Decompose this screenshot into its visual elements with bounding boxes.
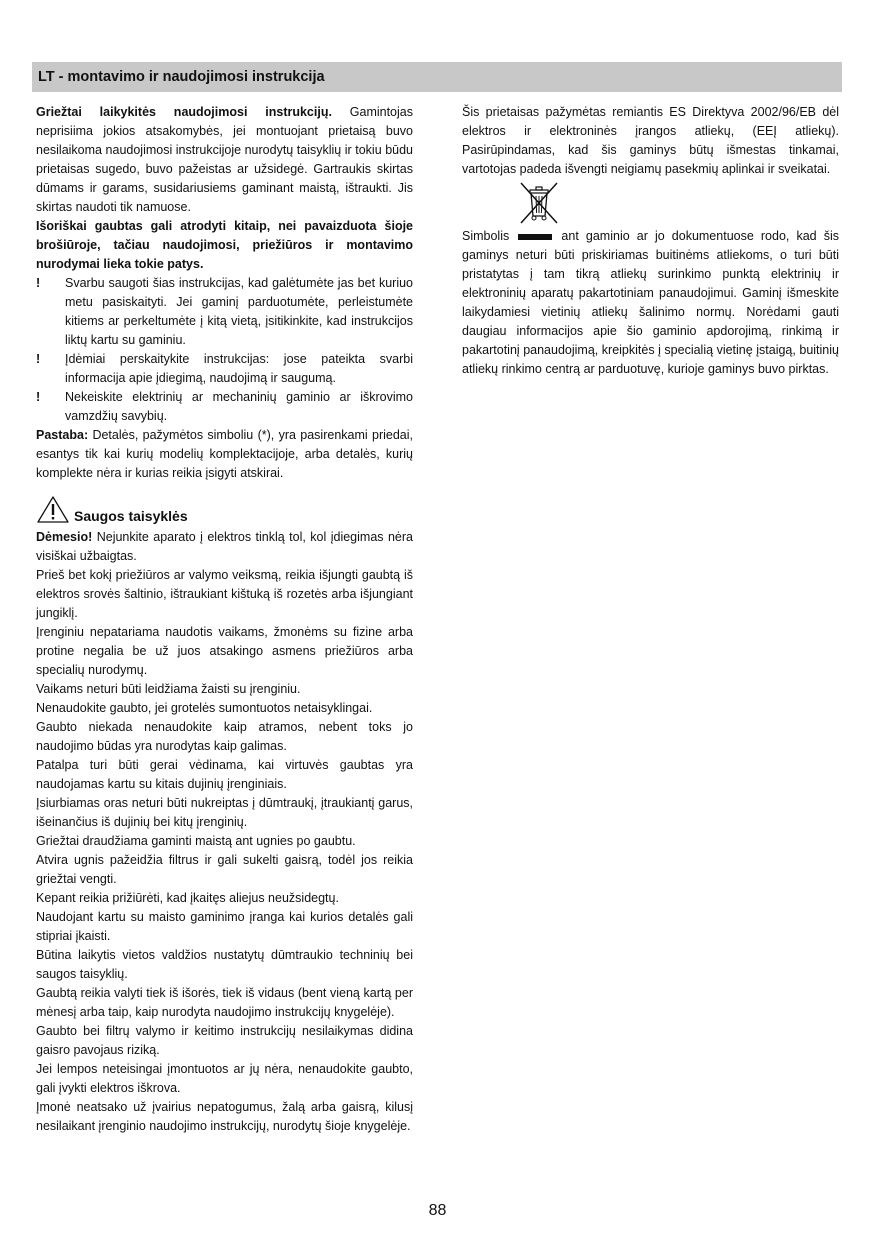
- weee-symbol: [462, 181, 839, 225]
- symbol-text-before: Simbolis: [462, 229, 510, 243]
- safety-heading: [36, 495, 413, 528]
- bullet-item: [36, 350, 413, 388]
- warning-paragraph: [36, 528, 413, 566]
- safety-rule: Atvira ugnis pažeidžia filtrus ir gali sukelti gaisrą, todėl jos reikia griežtai vengti.: [36, 853, 413, 886]
- bullet-item: [36, 274, 413, 350]
- note-paragraph: [36, 426, 413, 483]
- note-bold: Pastaba:: [36, 428, 89, 442]
- safety-rule: Įrenginiu nepatariama naudotis vaikams, žmonėms su fizine arba protine negalia be už juos atsakingo asmens priežiūros arba specialių nurodymų.: [36, 625, 413, 677]
- bullet-item: [36, 388, 413, 426]
- right-column: [462, 103, 839, 379]
- safety-rule: Naudojant kartu su maisto gaminimo įranga kai kurios detalės gali stipriai įkaisti.: [36, 910, 413, 943]
- section-header: LT - montavimo ir naudojimosi instrukcija: [32, 62, 842, 92]
- left-column: [36, 103, 413, 1136]
- safety-rule: Gaubtą reikia valyti tiek iš išorės, tiek iš vidaus (bent vieną kartą per mėnesį arba taip, kaip nurodyta naudojimo instrukcijų knygelėje).: [36, 986, 413, 1019]
- page-number: 88: [428, 1202, 447, 1219]
- symbol-paragraph: [462, 227, 839, 379]
- intro-paragraph: [36, 103, 413, 217]
- warning-bold: Dėmesio!: [36, 530, 93, 544]
- safety-rule: Gaubto niekada nenaudokite kaip atramos, nebent toks jo naudojimo būdas yra nurodytas kaip galimas.: [36, 720, 413, 753]
- safety-rule: Griežtai draudžiama gaminti maistą ant ugnies po gaubtu.: [36, 834, 356, 848]
- warning-triangle-icon: [36, 495, 70, 525]
- bullet-text: Nekeiskite elektrinių ar mechaninių gaminio ar iškrovimo vamzdžių savybių.: [65, 390, 413, 423]
- bullet-text: Įdėmiai perskaitykite instrukcijas: jose pateikta svarbi informacija apie įdiegimą, naudojimą ir saugumą.: [65, 352, 413, 385]
- note-text: Detalės, pažymėtos simboliu (*), yra pasirenkami priedai, esantys tik kai kurių modelių komplektacijoje, arba detalės, kurių komplekte nėra ir kurias reikia įsigyti atskirai.: [36, 428, 413, 480]
- safety-rule: Vaikams neturi būti leidžiama žaisti su įrenginiu.: [36, 682, 301, 696]
- exclamation-mark: !: [36, 352, 41, 366]
- safety-rule: Nenaudokite gaubto, jei grotelės sumontuotos netaisyklingai.: [36, 701, 373, 715]
- notice-paragraph: Išoriškai gaubtas gali atrodyti kitaip, nei pavaizduota šioje brošiūroje, tačiau naudojimosi, priežiūros ir montavimo nurodymai lieka tokie patys.: [36, 219, 413, 271]
- safety-rule: Įmonė neatsako už įvairius nepatogumus, žalą arba gaisrą, kilusį nesilaikant įrenginio naudojimo instrukcijų, nurodytų šioje knygelėje.: [36, 1100, 413, 1133]
- exclamation-mark: !: [36, 390, 41, 404]
- warning-text: Nejunkite aparato į elektros tinklą tol, kol įdiegimas nėra visiškai užbaigtas.: [36, 530, 413, 563]
- symbol-text-after: ant gaminio ar jo dokumentuose rodo, kad šis gaminys neturi būti priskiriamas buitinėms atliekoms, o turi būti pristatytas į tam tikrą atliekų surinkimo punktą elektrinių ir elektroninių aparatų pakartotiniam panaudojimui. Gaminį išmeskite laikydamiesi vietinių atliekų šalinimo normų. Norėdami gauti daugiau informacijos apie šio gaminio apdorojimą, rinkimą ir pakartotinį panaudojimą, kreipkitės į specialią vietinę įstaigą, buitinių atliekų rinkimo centrą ar parduotuvę, kurioje gaminys buvo pirktas.: [462, 229, 839, 376]
- safety-rule: Patalpa turi būti gerai vėdinama, kai virtuvės gaubtas yra naudojamas kartu su kitais dujinių įrenginiais.: [36, 758, 413, 791]
- bullet-text: Svarbu saugoti šias instrukcijas, kad galėtumėte jas bet kuriuo metu pasiskaityti. Jei gaminį parduotumėte, perleistumėte kitiems ar perkeltumėte į kitą vietą, įsitikinkite, kad instrukcijos liktų kartu su gaminiu.: [65, 276, 413, 347]
- safety-title: Saugos taisyklės: [74, 508, 188, 524]
- weee-paragraph: Šis prietaisas pažymėtas remiantis ES Direktyva 2002/96/EB dėl elektros ir elektroninės įrangos atliekų, (EEĮ atliekų). Pasirūpindamas, kad šis gaminys būtų išmestas tinkamai, vartotojas padeda išvengti neigiamų pasekmių aplinkai ir sveikatai.: [462, 105, 839, 176]
- safety-rule: Būtina laikytis vietos valdžios nustatytų dūmtraukio techninių bei saugos taisyklių.: [36, 948, 413, 981]
- safety-rule: Įsiurbiamas oras neturi būti nukreiptas į dūmtraukį, įtraukiantį garus, išeinančius iš dujinių bei kitų įrenginių.: [36, 796, 413, 829]
- crossed-bin-icon: [517, 181, 561, 225]
- exclamation-mark: !: [36, 276, 41, 290]
- intro-text: Gamintojas neprisiima jokios atsakomybės, jei montuojant prietaisą buvo nesilaikoma naudojimosi instrukcijoje nurodytų taisyklių ir tokiu būdu prietaisas sugedo, buvo pažeistas ar užsidegė. Gartraukis skirtas dūmams ir garams, susidariusiems gaminant maistą, ištraukti. Jis skirtas naudoti tik namuose.: [36, 105, 413, 214]
- safety-rule: Jei lempos neteisingai įmontuotos ar jų nėra, nenaudokite gaubto, gali įvykti elektros iškrova.: [36, 1062, 413, 1095]
- safety-rule: Kepant reikia prižiūrėti, kad įkaitęs aliejus neužsidegtų.: [36, 891, 339, 905]
- black-bar-symbol-icon: [518, 234, 552, 240]
- intro-bold: Griežtai laikykitės naudojimosi instrukcijų.: [36, 105, 332, 119]
- safety-rule: Prieš bet kokį priežiūros ar valymo veiksmą, reikia išjungti gaubtą iš elektros srovės šaltinio, ištraukiant kištuką iš rozetės arba išjungiant jungiklį.: [36, 568, 413, 620]
- safety-rule: Gaubto bei filtrų valymo ir keitimo instrukcijų nesilaikymas didina gaisro pavojaus riziką.: [36, 1024, 413, 1057]
